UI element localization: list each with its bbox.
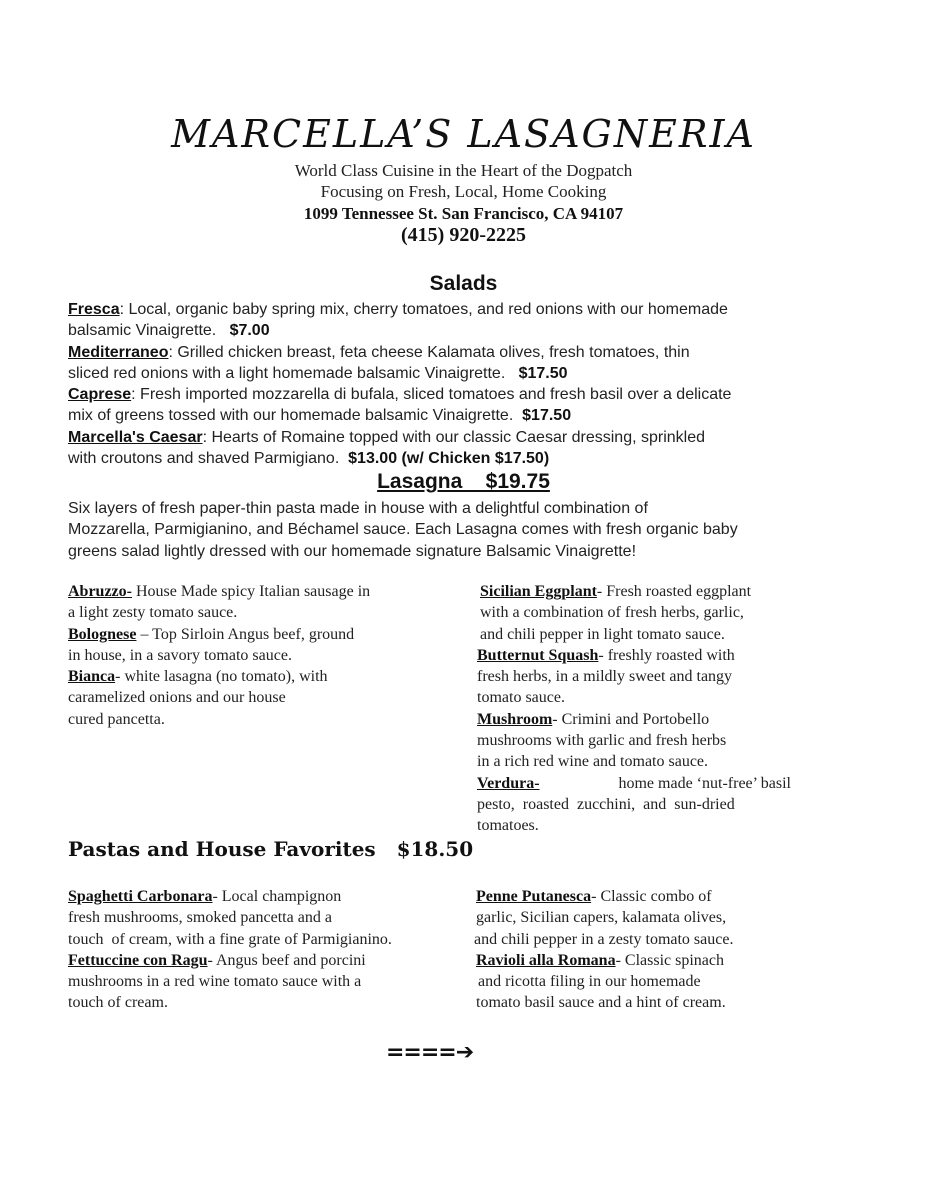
pasta-item: Penne Putanesca- Classic combo of xyxy=(476,888,712,905)
price: $17.50 xyxy=(518,364,568,382)
salad-item: Caprese: Fresh imported mozzarella di bufala, sliced tomatoes and fresh basil over a delicate xyxy=(68,386,732,404)
pasta-item: Spaghetti Carbonara- Local champignon xyxy=(68,888,342,905)
price: $17.50 xyxy=(522,407,572,425)
phone-number: (415) 920-2225 xyxy=(401,224,526,246)
pasta-item: Fettuccine con Ragu- Angus beef and porcini xyxy=(68,951,366,969)
continue-arrow-icon: ====➔ xyxy=(386,1040,474,1065)
lasagna-item: Bianca- white lasagna (no tomato), with xyxy=(68,668,328,686)
salad-item: Marcella's Caesar: Hearts of Romaine topped with our classic Caesar dressing, sprinkled xyxy=(68,428,706,446)
lasagna-item: Bolognese – Top Sirloin Angus beef, ground xyxy=(68,625,355,643)
lasagna-item: Butternut Squash- freshly roasted with xyxy=(477,646,735,664)
pastas-left-column: Spaghetti Carbonara- Local champignon fresh mushrooms, smoked pancetta and a touch of cream, with a fine grate of Parmigianino. Fettuccine con Ragu- Angus beef and porcini mushrooms in a red wine tomato sauce with a touch of cream. xyxy=(68,886,468,1014)
lasagna-heading: Lasagna $19.75 xyxy=(377,470,550,493)
salads-heading: Salads xyxy=(429,272,498,295)
lasagna-left-column: Abruzzo- House Made spicy Italian sausage in a light zesty tomato sauce. Bolognese – Top Sirloin Angus beef, ground in house, in a savory tomato sauce. Bianca- white lasagna (no tomato), with caramelized onions and our house cured pancetta. xyxy=(68,581,428,730)
salad-item: Mediterraneo: Grilled chicken breast, feta cheese Kalamata olives, fresh tomatoes, thin xyxy=(68,343,690,361)
address: 1099 Tennessee St. San Francisco, CA 94107 xyxy=(303,204,624,223)
lasagna-item: Abruzzo- House Made spicy Italian sausage in xyxy=(68,583,371,600)
price: $7.00 xyxy=(229,322,270,340)
pastas-right-column: Penne Putanesca- Classic combo of garlic, Sicilian capers, kalamata olives, and chili pepper in a zesty tomato sauce. Ravioli alla Romana- Classic spinach and ricotta filing in our homemade tomato basil sauce and a hint of cream. xyxy=(474,886,804,1014)
lasagna-item: Mushroom- Crimini and Portobello xyxy=(477,710,710,728)
pasta-item: Ravioli alla Romana- Classic spinach xyxy=(476,951,724,969)
lasagna-right-column: Sicilian Eggplant- Fresh roasted eggplant with a combination of fresh herbs, garlic, and chili pepper in light tomato sauce. Butternut Squash- freshly roasted with fresh herbs, in a mildly sweet and tangy tomato sauce. Mushroom- Crimini and Portobello mushrooms with garlic and fresh herbs in a rich red wine and tomato sauce. Verdura- home made ‘nut-free’ basil pesto, roasted zucchini, and sun-dried tomatoes. xyxy=(477,583,791,835)
salad-item: Fresca: Local, organic baby spring mix, cherry tomatoes, and red onions with our homemade xyxy=(68,301,728,318)
pastas-heading: Pastas and House Favorites $18.50 xyxy=(68,837,474,861)
lasagna-description: Six layers of fresh paper-thin pasta made in house with a delightful combination of Mozzarella, Parmigianino, and Béchamel sauce. Each Lasagna comes with fresh organic baby greens salad lightly dressed with our homemade signature Balsamic Vinaigrette! xyxy=(68,500,738,560)
tagline-1: World Class Cuisine in the Heart of the Dogpatch xyxy=(294,161,633,180)
salads-list: Fresca: Local, organic baby spring mix, cherry tomatoes, and red onions with our homemade balsamic Vinaigrette. $7.00 Mediterraneo: Grilled chicken breast, feta cheese Kalamata olives, fresh tomatoes, thin sliced red onions with a light homemade balsamic Vinaigrette. $17.50 Caprese: Fresh imported mozzarella di bufala, sliced tomatoes and fresh basil over a delicate mix of greens tossed with our homemade balsamic Vinaigrette. $17.50 Marcella's Caesar: Hearts of Romaine topped with our classic Caesar dressing, sprinkled with croutons and shaved Parmigiano. $13.00 (w/ Chicken $17.50) xyxy=(68,299,808,469)
restaurant-title: MARCELLA’S LASAGNERIA xyxy=(171,112,756,156)
tagline-2: Focusing on Fresh, Local, Home Cooking xyxy=(320,182,607,201)
lasagna-item: Sicilian Eggplant- Fresh roasted eggplant xyxy=(480,583,752,600)
lasagna-item: Verdura- home made ‘nut-free’ basil xyxy=(477,774,791,792)
price: $13.00 (w/ Chicken $17.50) xyxy=(348,450,550,468)
